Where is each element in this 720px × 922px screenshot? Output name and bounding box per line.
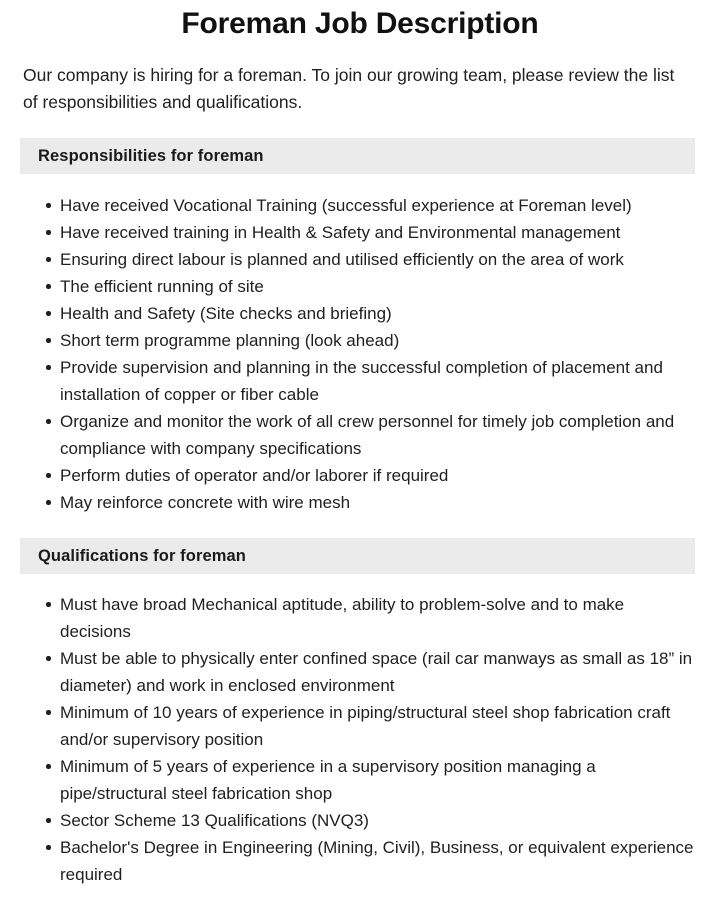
list-item: Minimum of 10 years of experience in piping/structural steel shop fabrication craft and/or supervisory position: [46, 699, 695, 753]
list-item: Minimum of 5 years of experience in a supervisory position managing a pipe/structural steel fabrication shop: [46, 753, 695, 807]
section-header-label: Qualifications for foreman: [38, 546, 246, 565]
responsibilities-list: [0, 174, 720, 516]
list-item: Health and Safety (Site checks and briefing): [46, 300, 695, 327]
page-title: Foreman Job Description: [181, 7, 539, 40]
list-item: Bachelor's Degree in Engineering (Mining, Civil), Business, or equivalent experience required: [46, 834, 695, 888]
list-item: Short term programme planning (look ahead): [46, 327, 695, 354]
section-header-qualifications: [20, 538, 695, 574]
intro-paragraph: Our company is hiring for a foreman. To join our growing team, please review the list of responsibilities and qualifications.: [23, 65, 675, 112]
list-item: The efficient running of site: [46, 273, 695, 300]
section-qualifications: [0, 538, 720, 888]
qualifications-list: [0, 574, 720, 888]
list-item: Must be able to physically enter confined space (rail car manways as small as 18” in diameter) and work in enclosed environment: [46, 645, 695, 699]
section-responsibilities: [0, 138, 720, 516]
list-item: Have received training in Health & Safety and Environmental management: [46, 219, 695, 246]
section-header-label: Responsibilities for foreman: [38, 146, 264, 165]
list-item: Provide supervision and planning in the successful completion of placement and installation of copper or fiber cable: [46, 354, 695, 408]
list-item: Must have broad Mechanical aptitude, ability to problem-solve and to make decisions: [46, 591, 695, 645]
list-item: Have received Vocational Training (successful experience at Foreman level): [46, 192, 695, 219]
list-item: May reinforce concrete with wire mesh: [46, 489, 695, 516]
list-item: Ensuring direct labour is planned and utilised efficiently on the area of work: [46, 246, 695, 273]
list-item: Sector Scheme 13 Qualifications (NVQ3): [46, 807, 695, 834]
section-header-responsibilities: [20, 138, 695, 174]
list-item: Perform duties of operator and/or laborer if required: [46, 462, 695, 489]
list-item: Organize and monitor the work of all crew personnel for timely job completion and compliance with company specifications: [46, 408, 695, 462]
